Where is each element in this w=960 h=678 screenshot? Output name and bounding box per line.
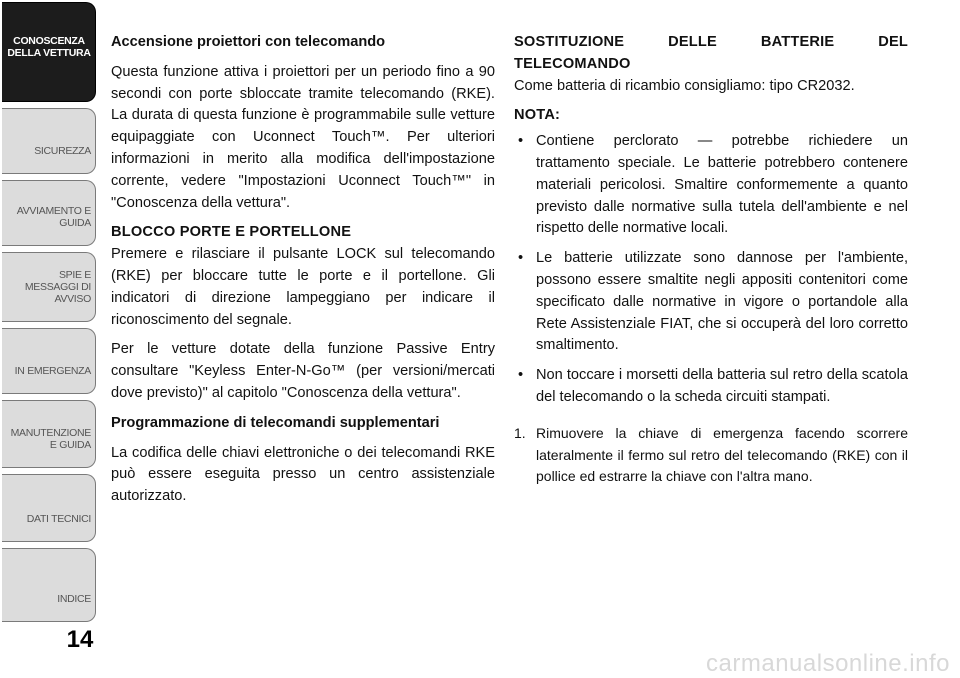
paragraph-headlights: Questa funzione attiva i proiettori per un periodo fino a 90 secondi con porte sbloccate tramite telecomando (RKE). La durata di questa funzione è programmabile sulle vetture equipaggiate con Uconnect Touch™. Per ulteriori informazioni in merito alla modifica dell'impostazione corrente, vedere "Impostazioni Uconnect Touch™" in "Conoscenza della vettura".: [111, 63, 495, 211]
tab-in-emergenza[interactable]: [2, 328, 96, 394]
tab-label: SPIE E MESSAGGI DI AVVISO: [24, 269, 91, 305]
left-column: [111, 32, 495, 516]
list-item: • Le batterie utilizzate sono dannose per l'ambiente, possono essere smaltite negli appositi contenitori come specificato dalle normative in vigore o portandole alla Rete Assistenziale FIAT, che si occuperà del loro corretto smaltimento.: [514, 248, 908, 357]
note-heading: NOTA:: [514, 107, 561, 124]
tab-label: AVVIAMENTO E GUIDA: [16, 205, 91, 229]
steps-list: [514, 423, 908, 488]
note-list: [514, 131, 908, 409]
tab-avviamento-e-guida[interactable]: [2, 180, 96, 246]
watermark: carmanualsonline.info: [706, 650, 950, 677]
step-number: 1.: [514, 424, 526, 441]
page-number: 14: [66, 626, 94, 653]
tab-label: MANUTENZIONE E GUIDA: [10, 427, 91, 451]
tab-label: INDICE: [57, 593, 91, 605]
tab-spie-e-messaggi[interactable]: [2, 252, 96, 322]
step-item: [514, 423, 908, 488]
paragraph-programming: La codifica delle chiavi elettroniche o dei telecomandi RKE può essere eseguita presso un centro assistenziale autorizzato.: [111, 444, 495, 505]
list-item: • Non toccare i morsetti della batteria sul retro della scatola del telecomando o la scheda circuiti stampati.: [514, 365, 908, 409]
tab-label: IN EMERGENZA: [14, 365, 91, 377]
tab-dati-tecnici[interactable]: [2, 474, 96, 542]
chapter-sidebar: [0, 0, 100, 678]
right-column: [514, 32, 908, 488]
tab-sicurezza[interactable]: [2, 108, 96, 174]
tab-label: CONOSCENZA DELLA VETTURA: [7, 35, 91, 59]
paragraph-battery-type: Come batteria di ricambio consigliamo: tipo CR2032.: [514, 77, 855, 94]
tab-conoscenza-della-vettura[interactable]: [2, 2, 96, 102]
tab-indice[interactable]: [2, 548, 96, 622]
heading-battery-replacement: SOSTITUZIONE DELLE BATTERIE DEL TELECOMANDO: [514, 34, 908, 72]
heading-programming: Programmazione di telecomandi supplementari: [111, 414, 440, 431]
step-text: Rimuovere la chiave di emergenza facendo scorrere lateralmente il fermo sul retro del telecomando (RKE) con il pollice ed estrarre la chiave con l'altra mano.: [536, 424, 908, 485]
heading-door-lock: BLOCCO PORTE E PORTELLONE: [111, 224, 352, 241]
paragraph-door-lock: Premere e rilasciare il pulsante LOCK sul telecomando (RKE) per bloccare tutte le porte e il portellone. Gli indicatori di direzione lampeggiano per indicare il riconoscimento del segnale.: [111, 246, 495, 328]
tab-label: SICUREZZA: [34, 145, 91, 157]
paragraph-passive-entry: Per le vetture dotate della funzione Passive Entry consultare "Keyless Enter-N-Go™ (per versioni/mercati dove previsto)" al capitolo "Conoscenza della vettura".: [111, 341, 495, 401]
tab-label: DATI TECNICI: [26, 513, 91, 525]
heading-headlights: Accensione proiettori con telecomando: [111, 34, 386, 50]
list-item: • Contiene perclorato — potrebbe richiedere un trattamento speciale. Le batterie potrebbero contenere materiali pericolosi. Smaltire conformemente a quanto previsto dalle normative sulla tutela dell'ambiente e nel rispetto delle normative locali.: [514, 131, 908, 240]
tab-manutenzione-e-guida[interactable]: [2, 400, 96, 468]
